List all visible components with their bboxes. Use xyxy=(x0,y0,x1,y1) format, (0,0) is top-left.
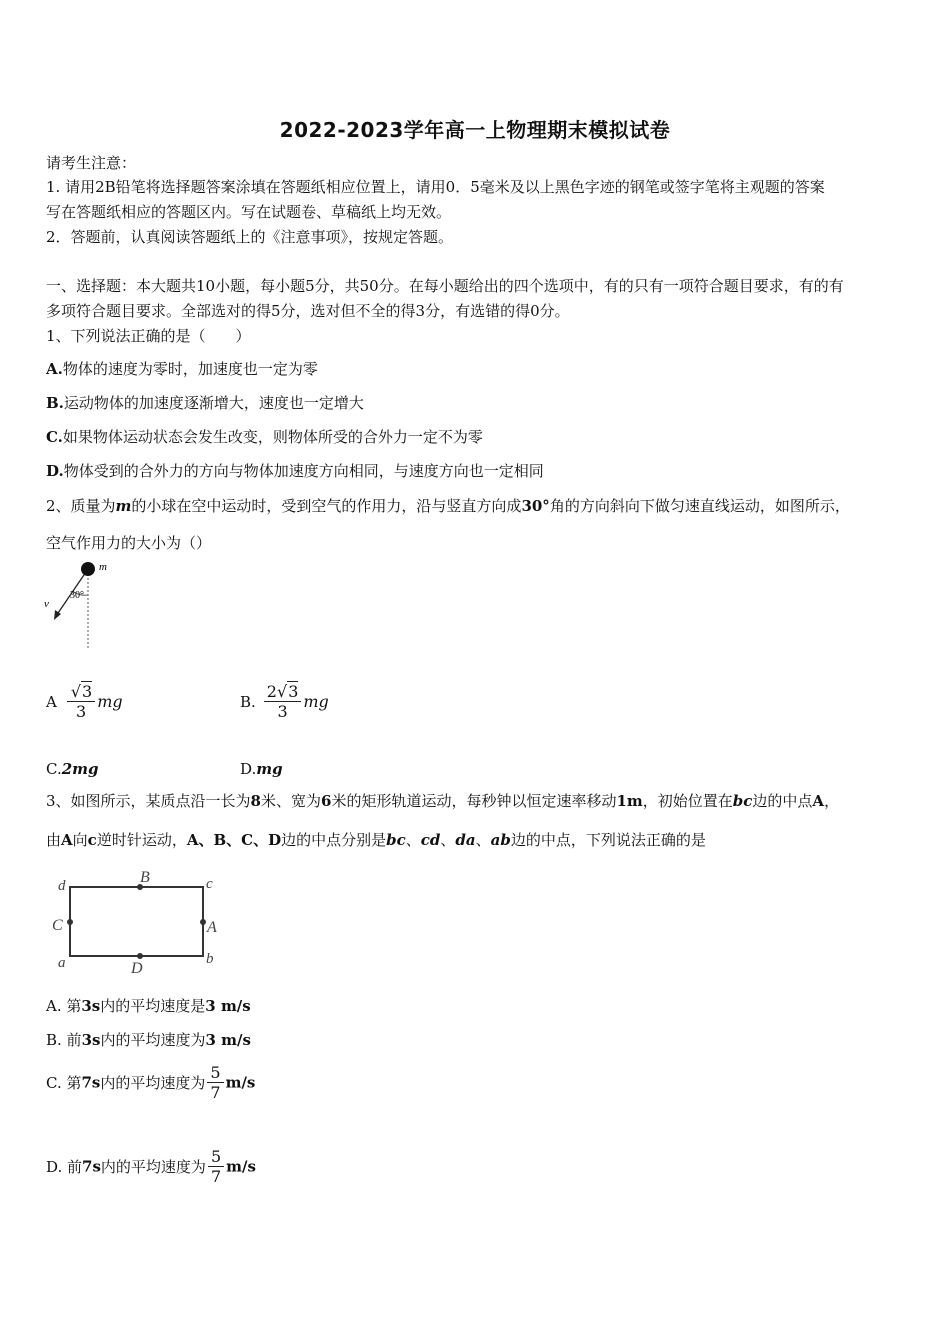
velocity-arrow-head xyxy=(54,610,61,620)
q1-option-c-text: 如果物体运动状态会发生改变，则物体所受的合外力一定不为零 xyxy=(62,428,483,446)
corner-a-label: a xyxy=(58,955,66,971)
q3-option-b-value: 3 m/s xyxy=(205,1031,251,1049)
q2-option-d-label: D. xyxy=(240,760,257,778)
denominator: 3 xyxy=(75,702,87,721)
page-title: 2022-2023学年高一上物理期末模拟试卷 xyxy=(279,118,671,142)
q3-stem-length: 8 xyxy=(250,792,261,810)
notice-heading: 请考生注意： xyxy=(46,154,137,172)
sqrt-sign: √ xyxy=(276,682,288,701)
q2-option-b xyxy=(240,682,329,721)
q2-option-a-fraction xyxy=(67,682,95,721)
q3-option-c-label: C. 第 xyxy=(46,1074,82,1092)
q1-option-c-label: C. xyxy=(46,428,63,446)
q2-stem-line2: 空气作用力的大小为（） xyxy=(46,534,212,552)
q2-stem-mass: m xyxy=(115,497,132,515)
midpoint-D xyxy=(137,953,143,959)
q3-option-d xyxy=(46,1147,256,1186)
q3-option-a-label: A. 第 xyxy=(46,997,82,1015)
fig-angle-label: 30° xyxy=(70,590,84,601)
q3-stem-part: 、 xyxy=(440,831,456,849)
q3-option-c xyxy=(46,1063,255,1102)
q2-option-c-text: 2mg xyxy=(61,760,99,778)
ball xyxy=(81,562,95,576)
q2-option-d xyxy=(240,758,283,780)
q1-option-a-label: A. xyxy=(46,360,63,378)
q3-figure xyxy=(46,866,226,978)
denominator: 3 xyxy=(277,702,288,721)
q3-stem-part: 3、如图所示，某质点沿一长为 xyxy=(46,792,251,810)
q3-stem-part: ， xyxy=(824,792,840,810)
q3-stem-edge: bc xyxy=(386,831,406,849)
q3-option-a-text: 内的平均速度是 xyxy=(100,997,206,1015)
denominator: 7 xyxy=(210,1167,222,1186)
q1-option-a xyxy=(46,358,318,380)
denominator: 7 xyxy=(210,1083,221,1102)
q3-stem-part: 逆时针运动， xyxy=(96,831,187,849)
q3-stem-part: 、 xyxy=(405,831,421,849)
q1-option-d xyxy=(46,460,544,482)
q3-option-d-time: 7s xyxy=(82,1157,101,1176)
q3-stem-width: 6 xyxy=(321,792,332,810)
q2-option-a xyxy=(46,682,123,721)
radicand: 3 xyxy=(288,682,299,701)
q3-stem-part: 边的中点 xyxy=(752,792,813,810)
q1-option-b xyxy=(46,392,364,414)
point-A-label: A xyxy=(207,919,217,936)
midpoint-A xyxy=(200,919,206,925)
q3-option-a-time: 3s xyxy=(81,997,101,1015)
q2-stem xyxy=(46,495,850,517)
q1-option-a-text: 物体的速度为零时，加速度也一定为零 xyxy=(62,360,318,378)
q3-stem-part: 、 xyxy=(475,831,491,849)
sqrt-sign: √ xyxy=(70,682,82,701)
notice-item-2: 2．答题前，认真阅读答题纸上的《注意事项》，按规定答题。 xyxy=(46,228,454,246)
q2-option-c-label: C. xyxy=(46,760,62,778)
midpoint-C xyxy=(67,919,73,925)
point-D-label: D xyxy=(131,960,143,977)
corner-b-label: b xyxy=(206,951,214,967)
q3-stem-part: 由 xyxy=(46,831,62,849)
numerator: 5 xyxy=(208,1147,224,1167)
q3-option-a xyxy=(46,995,251,1017)
notice-item-1-cont: 写在答题纸相应的答题区内。写在试题卷、草稿纸上均无效。 xyxy=(46,203,452,221)
corner-d-label: d xyxy=(58,878,66,894)
q2-option-a-label: A xyxy=(46,692,57,711)
q2-option-b-fraction xyxy=(264,682,302,721)
radicand: 3 xyxy=(82,682,93,701)
q3-option-b-text: 内的平均速度为 xyxy=(100,1031,206,1049)
q3-stem-edge: ab xyxy=(490,831,511,849)
q2-option-c xyxy=(46,758,99,780)
q1-stem: 1、下列说法正确的是（ ） xyxy=(46,327,251,345)
q2-option-a-mg: mg xyxy=(97,692,123,711)
q3-stem-part: 向 xyxy=(72,831,88,849)
q3-stem-points: A、B、C、D xyxy=(186,831,282,849)
q3-option-c-time: 7s xyxy=(81,1073,101,1092)
q1-option-c xyxy=(46,426,483,448)
corner-c-label: c xyxy=(206,876,213,892)
q2-option-b-label: B. xyxy=(240,692,256,711)
fig-mass-label: m xyxy=(99,561,107,573)
q2-stem-angle: 30° xyxy=(521,497,550,515)
q3-option-d-unit: m/s xyxy=(226,1157,256,1176)
q2-stem-part: 的小球在空中运动时，受到空气的作用力，沿与竖直方向成 xyxy=(131,497,522,515)
q3-option-b xyxy=(46,1029,251,1051)
q2-stem-part: 2、质量为 xyxy=(46,497,116,515)
q3-option-d-fraction xyxy=(208,1147,224,1186)
q3-option-a-value: 3 m/s xyxy=(205,997,251,1015)
q2-option-d-text: mg xyxy=(256,760,283,778)
q3-option-c-fraction xyxy=(207,1063,223,1102)
q3-stem-part: 米的矩形轨道运动，每秒钟以恒定速率移动 xyxy=(331,792,617,810)
q3-stem-point: A xyxy=(61,831,73,849)
q3-stem-line2 xyxy=(46,829,706,851)
point-B-label: B xyxy=(140,869,150,886)
q2-option-b-mg: mg xyxy=(303,692,329,711)
q3-option-c-text: 内的平均速度为 xyxy=(100,1074,206,1092)
q3-option-d-text: 内的平均速度为 xyxy=(100,1158,206,1176)
q2-stem-part: 角的方向斜向下做匀速直线运动，如图所示， xyxy=(549,497,850,515)
q3-stem-point: A xyxy=(812,792,825,810)
q3-stem-edge: da xyxy=(455,831,476,849)
q1-option-b-label: B. xyxy=(46,394,64,412)
q3-stem-edge: cd xyxy=(420,831,441,849)
point-C-label: C xyxy=(52,917,63,934)
q1-option-d-text: 物体受到的合外力的方向与物体加速度方向相同，与速度方向也一定相同 xyxy=(63,462,544,480)
q3-stem-part: 米、宽为 xyxy=(260,792,321,810)
q1-option-d-label: D. xyxy=(46,462,64,480)
q3-stem-edge: bc xyxy=(732,792,753,810)
q3-option-d-label: D. 前 xyxy=(46,1158,83,1176)
q3-option-b-time: 3s xyxy=(81,1031,101,1049)
q3-stem-part: 边的中点分别是 xyxy=(281,831,387,849)
q3-stem-point: c xyxy=(87,831,97,849)
fig-velocity-label: v xyxy=(44,598,49,610)
notice-item-1: 1. 请用2B铅笔将选择题答案涂填在答题纸相应位置上，请用0．5毫米及以上黑色字迹的钢笔或签字笔将主观题的答案 xyxy=(46,178,825,196)
coefficient: 2 xyxy=(266,682,277,701)
rectangular-track xyxy=(70,887,203,956)
q3-stem-part: ，初始位置在 xyxy=(642,792,733,810)
numerator: 5 xyxy=(207,1063,223,1083)
section-heading: 一、选择题：本大题共10小题，每小题5分，共50分。在每小题给出的四个选项中，有的只有一项符合题目要求，有的有 xyxy=(46,277,844,295)
section-heading-cont: 多项符合题目要求。全部选对的得5分，选对但不全的得3分，有选错的得0分。 xyxy=(46,302,570,320)
q2-figure xyxy=(38,558,128,652)
q3-stem-speed: 1m xyxy=(616,792,643,810)
q1-option-b-text: 运动物体的加速度逐渐增大，速度也一定增大 xyxy=(63,394,364,412)
q3-stem-line1 xyxy=(46,790,839,812)
q3-stem-part: 边的中点，下列说法正确的是 xyxy=(510,831,706,849)
q3-option-b-label: B. 前 xyxy=(46,1031,82,1049)
q3-option-c-unit: m/s xyxy=(225,1073,256,1092)
